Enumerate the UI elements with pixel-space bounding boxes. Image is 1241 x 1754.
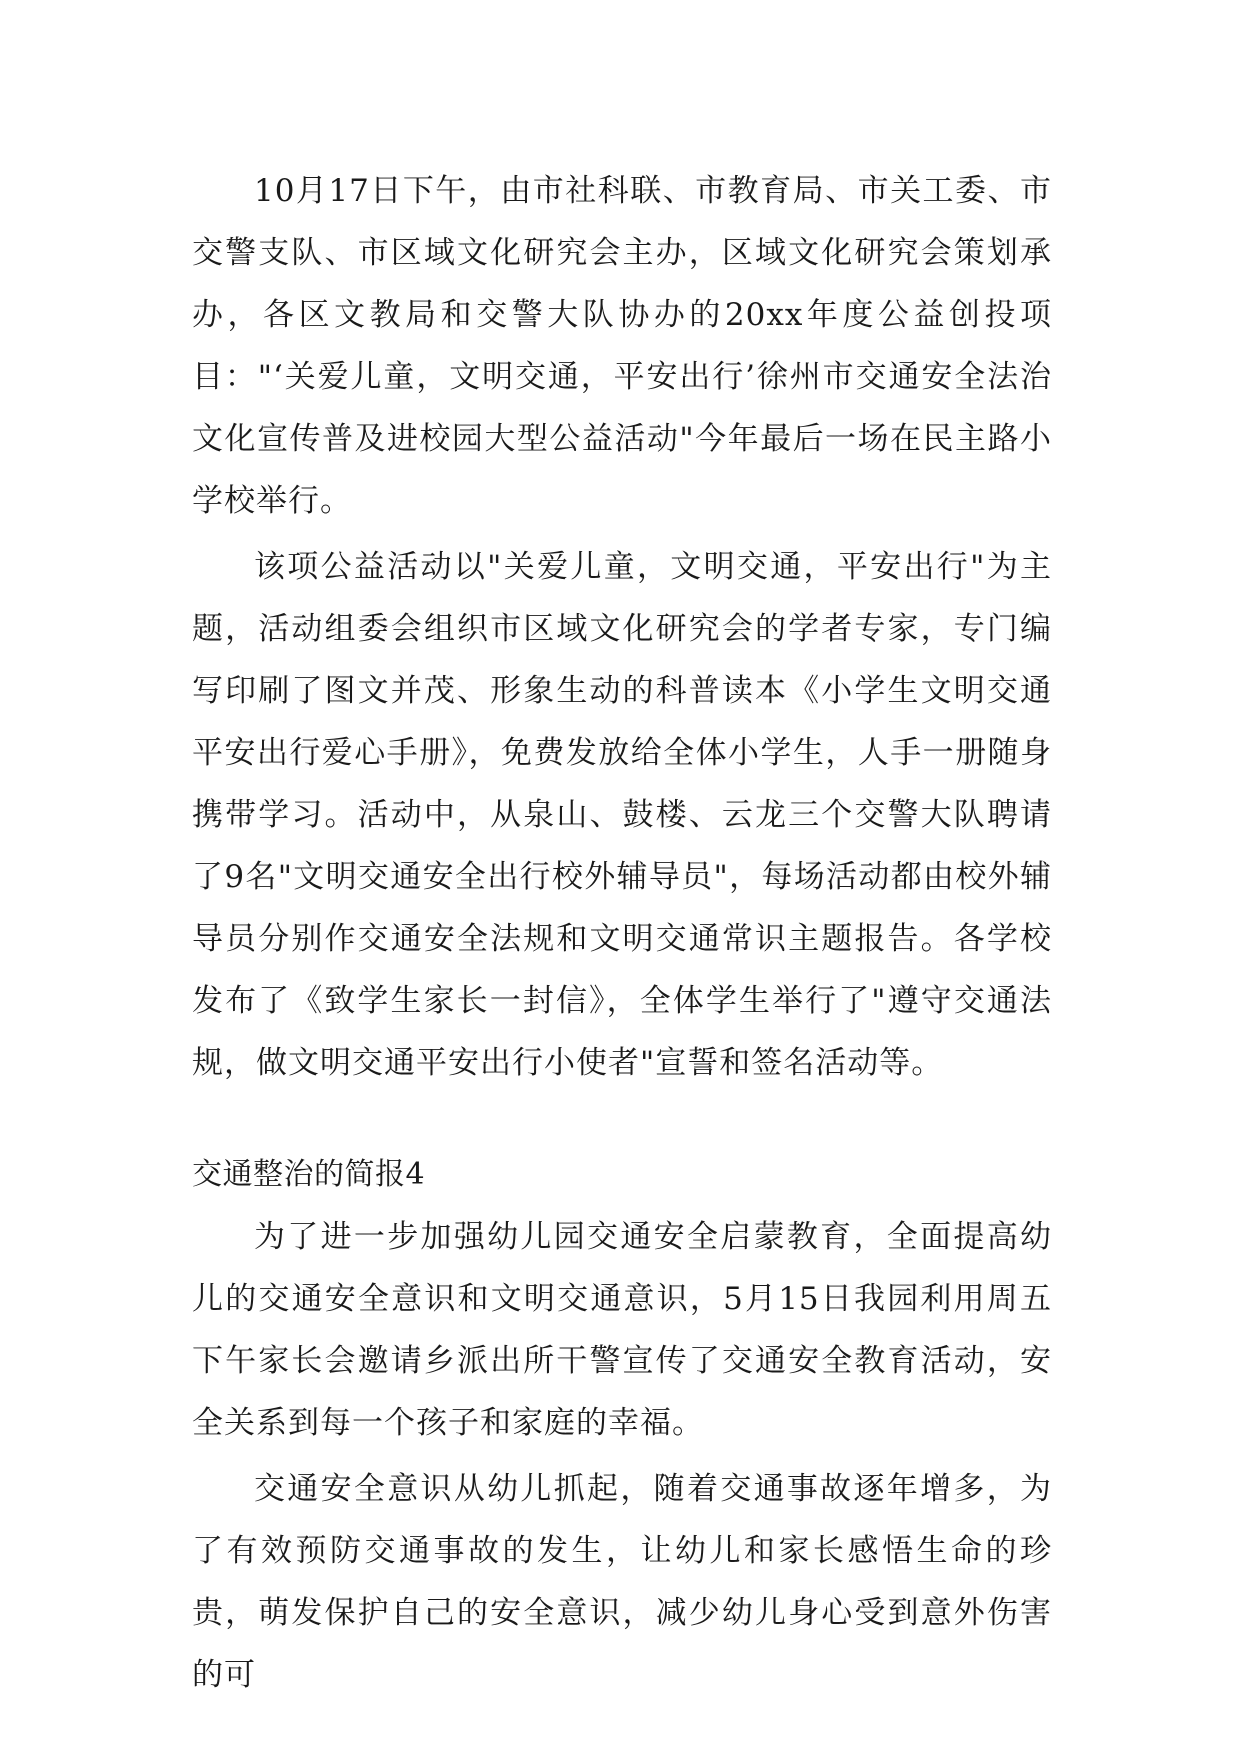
section-title: 交通整治的简报4: [192, 1157, 426, 1192]
paragraph-activity-details: 该项公益活动以"关爱儿童，文明交通，平安出行"为主题，活动组委会组织市区域文化研究会的学者专家，专门编写印刷了图文并茂、形象生动的科普读本《小学生文明交通平安出行爱心手册》，免费发放给全体小学生，人手一册随身携带学习。活动中，从泉山、鼓楼、云龙三个交警大队聘请了9名"文明交通安全出行校外辅导员"，每场活动都由校外辅导员分别作交通安全法规和文明交通常识主题报告。各学校发布了《致学生家长一封信》，全体学生举行了"遵守交通法规，做文明交通平安出行小使者"宣誓和签名活动等。: [192, 549, 1052, 1081]
document-page: [192, 160, 1052, 1706]
paragraph-activity-intro: 10月17日下午，由市社科联、市教育局、市关工委、市交警支队、市区域文化研究会主办，区域文化研究会策划承办，各区文教局和交警大队协办的20xx年度公益创投项目："‘关爱儿童，文明交通，平安出行’徐州市交通安全法治文化宣传普及进校园大型公益活动"今年最后一场在民主路小学校举行。: [192, 173, 1052, 519]
paragraph-safety-awareness: 交通安全意识从幼儿抓起，随着交通事故逐年增多，为了有效预防交通事故的发生，让幼儿和家长感悟生命的珍贵，萌发保护自己的安全意识，减少幼儿身心受到意外伤害的可: [192, 1471, 1052, 1693]
paragraph-kindergarten-education: 为了进一步加强幼儿园交通安全启蒙教育，全面提高幼儿的交通安全意识和文明交通意识，5月15日我园利用周五下午家长会邀请乡派出所干警宣传了交通安全教育活动，安全关系到每一个孩子和家庭的幸福。: [192, 1219, 1052, 1441]
